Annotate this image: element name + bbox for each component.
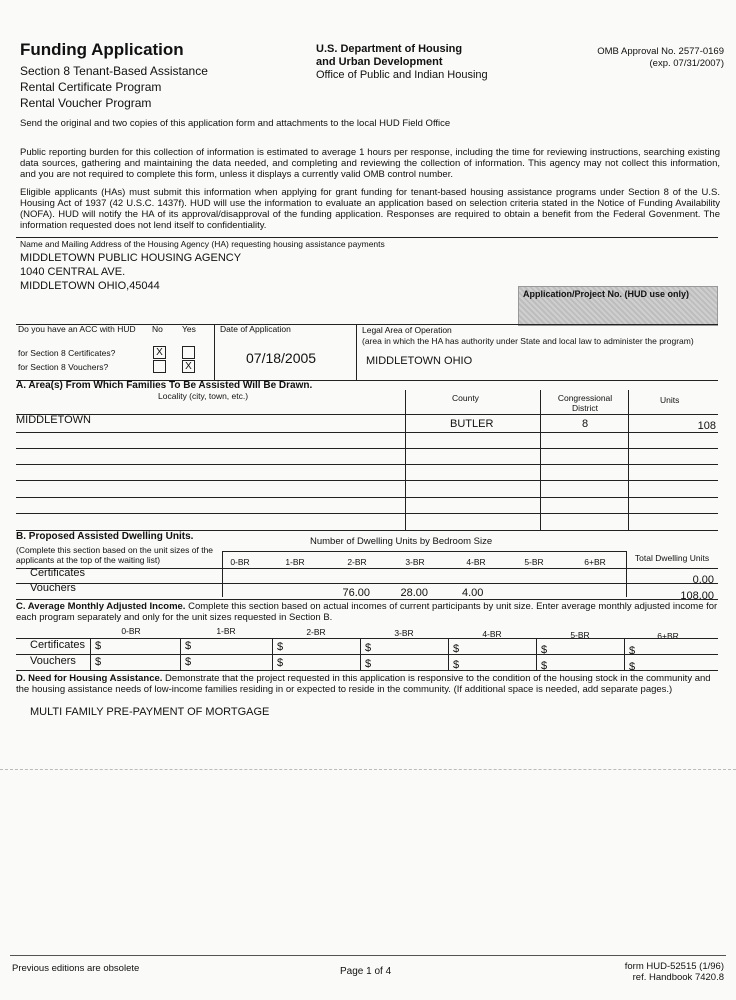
- agency-label: Name and Mailing Address of the Housing Agency (HA) requesting housing assistance payments: [20, 239, 385, 249]
- b-vouchers-2br[interactable]: 76.00: [342, 587, 370, 599]
- program-line-1: Section 8 Tenant-Based Assistance: [20, 64, 208, 78]
- b-col-0br: 0-BR: [230, 557, 250, 567]
- section-b-subtitle: (Complete this section based on the unit sizes of the applicants at the top of the waiting list): [16, 545, 214, 565]
- acc-question: Do you have an ACC with HUD: [18, 324, 136, 334]
- section-c-title: C. Average Monthly Adjusted Income.: [16, 601, 186, 612]
- c-col-2br: 2-BR: [306, 627, 326, 637]
- c-col-4br: 4-BR: [482, 629, 502, 639]
- agency-street: 1040 CENTRAL AVE.: [20, 266, 126, 278]
- c-col-5br: 5-BR: [570, 630, 590, 640]
- section-d-value[interactable]: MULTI FAMILY PRE-PAYMENT OF MORTGAGE: [30, 706, 270, 718]
- legal-area-label: Legal Area of Operation: [362, 325, 452, 335]
- footer-form-number: form HUD-52515 (1/96): [624, 961, 724, 972]
- eligibility-paragraph: Eligible applicants (HAs) must submit this information when applying for grant funding for tenant-based housing assistance programs under Section 8 of the U.S. Housing Act of 1937 (42 U.S.C. 1437f). HUD will use the information to evaluate an application based on selection criteria stated in the Notice of Funding Availability (NOFA). HUD will notify the HA of its approval/disapproval of the funding application. Responses are required to obtain a benefit from the Federal Govenment. The information requested does not lend itself to confidentiality.: [20, 187, 720, 231]
- department-line-2: and Urban Development: [316, 56, 443, 68]
- legal-area-sublabel: (area in which the HA has authority under State and local law to administer the program): [362, 336, 694, 346]
- area-row-county[interactable]: BUTLER: [450, 418, 494, 430]
- acc-yes-label: Yes: [182, 324, 196, 334]
- total-dwelling-header: Total Dwelling Units: [634, 553, 710, 563]
- b-col-2br: 2-BR: [347, 557, 367, 567]
- c-vouchers-label: Vouchers: [30, 655, 76, 667]
- county-header: County: [452, 393, 479, 403]
- area-row-district[interactable]: 8: [581, 418, 589, 430]
- footer-handbook-ref: ref. Handbook 7420.8: [632, 972, 724, 983]
- b-col-4br: 4-BR: [466, 557, 486, 567]
- certificates-yes-checkbox[interactable]: [182, 346, 195, 359]
- department-line-1: U.S. Department of Housing: [316, 43, 463, 55]
- c-cert-0br-currency[interactable]: $: [95, 640, 102, 652]
- project-number-box: [518, 286, 718, 326]
- c-cert-6br-currency[interactable]: $: [629, 645, 636, 657]
- c-cert-5br-currency[interactable]: $: [541, 644, 548, 656]
- vouchers-no-checkbox[interactable]: [153, 360, 166, 373]
- area-row-units[interactable]: 108: [697, 420, 716, 432]
- section-d-title: D. Need for Housing Assistance.: [16, 673, 163, 684]
- agency-name: MIDDLETOWN PUBLIC HOUSING AGENCY: [20, 252, 242, 264]
- project-number-label: Application/Project No. (HUD use only): [523, 289, 690, 299]
- certificates-no-checkbox[interactable]: X: [153, 346, 166, 359]
- c-col-6br: 6+BR: [657, 631, 679, 641]
- c-vouch-3br-currency[interactable]: $: [365, 658, 372, 670]
- c-vouch-6br-currency[interactable]: $: [629, 661, 636, 673]
- c-vouch-1br-currency[interactable]: $: [185, 656, 192, 668]
- section-c-block: [16, 601, 718, 623]
- burden-paragraph: Public reporting burden for this collection of information is estimated to average 1 hours per response, including the time for reviewing instructions, searching existing data sources, gathering and maintaining the data needed, and completing and reviewing the collection of information. This agency may not collect this information, and you are not required to complete this form, unless it displays a currently valid OMB control number.: [20, 147, 720, 180]
- b-certificates-label: Certificates: [30, 567, 86, 579]
- b-col-3br: 3-BR: [405, 557, 425, 567]
- units-header: Units: [660, 395, 680, 405]
- b-col-5br: 5-BR: [524, 557, 544, 567]
- omb-expiration: (exp. 07/31/2007): [649, 58, 724, 69]
- congressional-header: Congressional District: [557, 393, 613, 413]
- b-certificates-total[interactable]: 0.00: [692, 574, 714, 586]
- form-title: Funding Application: [20, 40, 184, 59]
- footer-page-number: Page 1 of 4: [340, 966, 392, 977]
- c-cert-3br-currency[interactable]: $: [365, 642, 372, 654]
- bedroom-group-header: Number of Dwelling Units by Bedroom Size: [310, 536, 493, 547]
- department-line-3: Office of Public and Indian Housing: [316, 69, 488, 81]
- section-d-block: [16, 673, 718, 695]
- footer-obsolete-note: Previous editions are obsolete: [12, 963, 140, 974]
- page-fold-line: [0, 769, 736, 770]
- b-vouchers-label: Vouchers: [30, 582, 76, 594]
- date-label: Date of Application: [220, 324, 291, 334]
- acc-no-label: No: [152, 324, 163, 334]
- c-vouch-5br-currency[interactable]: $: [541, 660, 548, 672]
- c-cert-1br-currency[interactable]: $: [185, 640, 192, 652]
- b-col-1br: 1-BR: [285, 557, 305, 567]
- b-vouchers-total[interactable]: 108.00: [680, 590, 714, 602]
- c-col-0br: 0-BR: [121, 626, 141, 636]
- section-d-text: Demonstrate that the project requested in this application is responsive to the condition of the housing stock in the community and the housing assistance needs of low-income families residing in or expected to reside in the community. (If additional space is needed, add separate pages.): [16, 673, 711, 695]
- program-line-2: Rental Certificate Program: [20, 80, 162, 94]
- submission-instruction: Send the original and two copies of this application form and attachments to the local HUD Field Office: [20, 118, 451, 129]
- c-cert-4br-currency[interactable]: $: [453, 643, 460, 655]
- area-row-locality[interactable]: MIDDLETOWN: [16, 414, 91, 426]
- date-value[interactable]: 07/18/2005: [246, 350, 317, 366]
- c-vouch-2br-currency[interactable]: $: [277, 657, 284, 669]
- section-c-text: Complete this section based on actual incomes of current participants by unit size. Enter average monthly adjusted income for each program separately and only for the unit sizes requested in Section B.: [16, 601, 718, 623]
- acc-certificates-label: for Section 8 Certificates?: [18, 348, 116, 358]
- locality-header: Locality (city, town, etc.): [158, 391, 249, 401]
- b-vouchers-3br[interactable]: 28.00: [400, 587, 428, 599]
- b-col-6br: 6+BR: [584, 557, 606, 567]
- section-b-title: B. Proposed Assisted Dwelling Units.: [16, 531, 194, 542]
- omb-number: OMB Approval No. 2577-0169: [597, 46, 724, 57]
- legal-area-value[interactable]: MIDDLETOWN OHIO: [366, 355, 473, 367]
- acc-vouchers-label: for Section 8 Vouchers?: [18, 362, 109, 372]
- c-col-3br: 3-BR: [394, 628, 414, 638]
- c-col-1br: 1-BR: [216, 626, 236, 636]
- agency-city: MIDDLETOWN OHIO,45044: [20, 280, 160, 292]
- c-vouch-4br-currency[interactable]: $: [453, 659, 460, 671]
- c-vouch-0br-currency[interactable]: $: [95, 656, 102, 668]
- program-line-3: Rental Voucher Program: [20, 96, 152, 110]
- b-vouchers-4br[interactable]: 4.00: [462, 587, 484, 599]
- c-certificates-label: Certificates: [30, 639, 86, 651]
- section-a-title: A. Area(s) From Which Families To Be Assisted Will Be Drawn.: [16, 380, 313, 391]
- vouchers-yes-checkbox[interactable]: X: [182, 360, 195, 373]
- c-cert-2br-currency[interactable]: $: [277, 641, 284, 653]
